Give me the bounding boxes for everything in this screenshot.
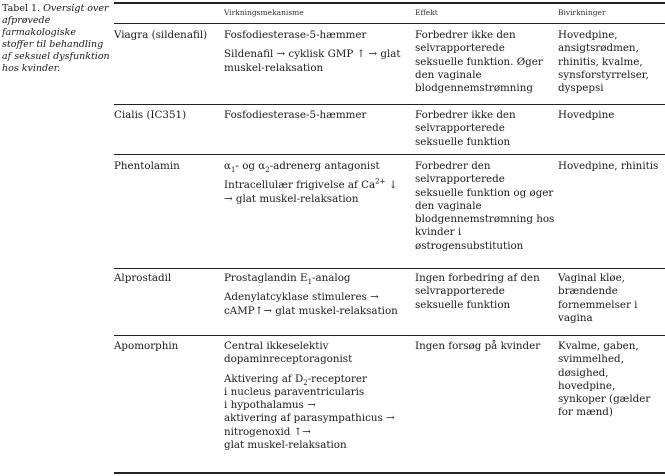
mechanism-cell — [224, 29, 409, 75]
mechanism-line: Intracellulær frigivelse af $Ca^{2+}$ ↓ → glat muskel-relaksation — [224, 177, 398, 205]
mechanism-cell — [224, 109, 409, 122]
row-rule — [114, 104, 665, 105]
mechanism-cell — [224, 272, 409, 318]
mechanism-line: Fosfodiesterase-5-hæmmer — [224, 29, 367, 41]
drug-name: Phentolamin — [114, 160, 180, 172]
mechanism-line: Adenylatcyklase stimuleres → cAMP↑→ glat muskel-relaksation — [224, 291, 398, 317]
bottom-rule — [114, 472, 665, 474]
effect-cell: Ingen forsøg på kvinder — [415, 340, 541, 352]
table-caption — [2, 3, 110, 75]
row-rule — [114, 335, 665, 336]
mechanism-cell — [224, 340, 409, 452]
mechanism-line: Prostaglandin $E_1$-analog — [224, 272, 351, 287]
mechanism-cell — [224, 160, 409, 206]
mechanism-line: $\alpha_1-$ og $\alpha_2$-adrenerg antagonist — [224, 160, 380, 175]
drug-name: Alprostadil — [114, 272, 172, 284]
effect-cell: Ingen forbedring af den selvrapporterede seksuelle funktion — [415, 272, 540, 311]
mechanism-line: Aktivering af $D_2$-receptorer i nucleus paraventricularis i hypothalamus → aktivering af parasympathicus → nitrogenoxid ↑→ glat muskel-relaksation — [224, 372, 395, 452]
side-effects-cell: Kvalme, gaben, svimmelhed, døsighed, hovedpine, synkoper (gælder for mænd) — [558, 340, 651, 419]
effect-cell: Forbedrer den selvrapporterede seksuelle funktion og øger den vaginale blodgennemstrømning hos kvinder i østrogensubstitution — [415, 160, 555, 252]
side-effects-cell: Vaginal kløe, brændende fornemmelser i vagina — [558, 272, 638, 324]
top-rule — [114, 2, 665, 4]
header-mechanism: Virkningsmekanisme — [224, 8, 304, 17]
header-rule — [114, 23, 665, 24]
drug-name: Apomorphin — [114, 340, 179, 352]
header-effect: Effekt — [415, 8, 438, 17]
side-effects-cell: Hovedpine — [558, 109, 615, 121]
effect-cell: Forbedrer ikke den selvrapporterede seksuelle funktion. Øger den vaginale blodgennemstrømning — [415, 29, 543, 95]
row-rule — [114, 268, 665, 269]
caption-text: Oversigt over afprøvede farmakologiske stoffer til behandling af seksuel dysfunktion hos kvinder. — [2, 3, 110, 74]
effect-cell: Forbedrer ikke den selvrapporterede seksuelle funktion — [415, 109, 516, 148]
side-effects-cell: Hovedpine, rhinitis — [558, 160, 659, 172]
mechanism-line: Central ikkeselektiv dopaminreceptoragonist — [224, 340, 353, 366]
row-rule — [114, 154, 665, 155]
mechanism-line: Sildenafil → cyklisk GMP ↑ → glat muskel-relaksation — [224, 48, 401, 74]
caption-label: Tabel 1. — [2, 3, 41, 14]
side-effects-cell: Hovedpine, ansigtsrødmen, rhinitis, kvalme, synsforstyrrelser, dyspepsi — [558, 29, 649, 95]
drug-name: Viagra (sildenafil) — [114, 29, 208, 41]
header-side-effects: Bivirkninger — [558, 8, 606, 17]
mechanism-line: Fosfodiesterase-5-hæmmer — [224, 109, 367, 121]
drug-table — [114, 0, 665, 476]
drug-name: Cialis (IC351) — [114, 109, 187, 121]
